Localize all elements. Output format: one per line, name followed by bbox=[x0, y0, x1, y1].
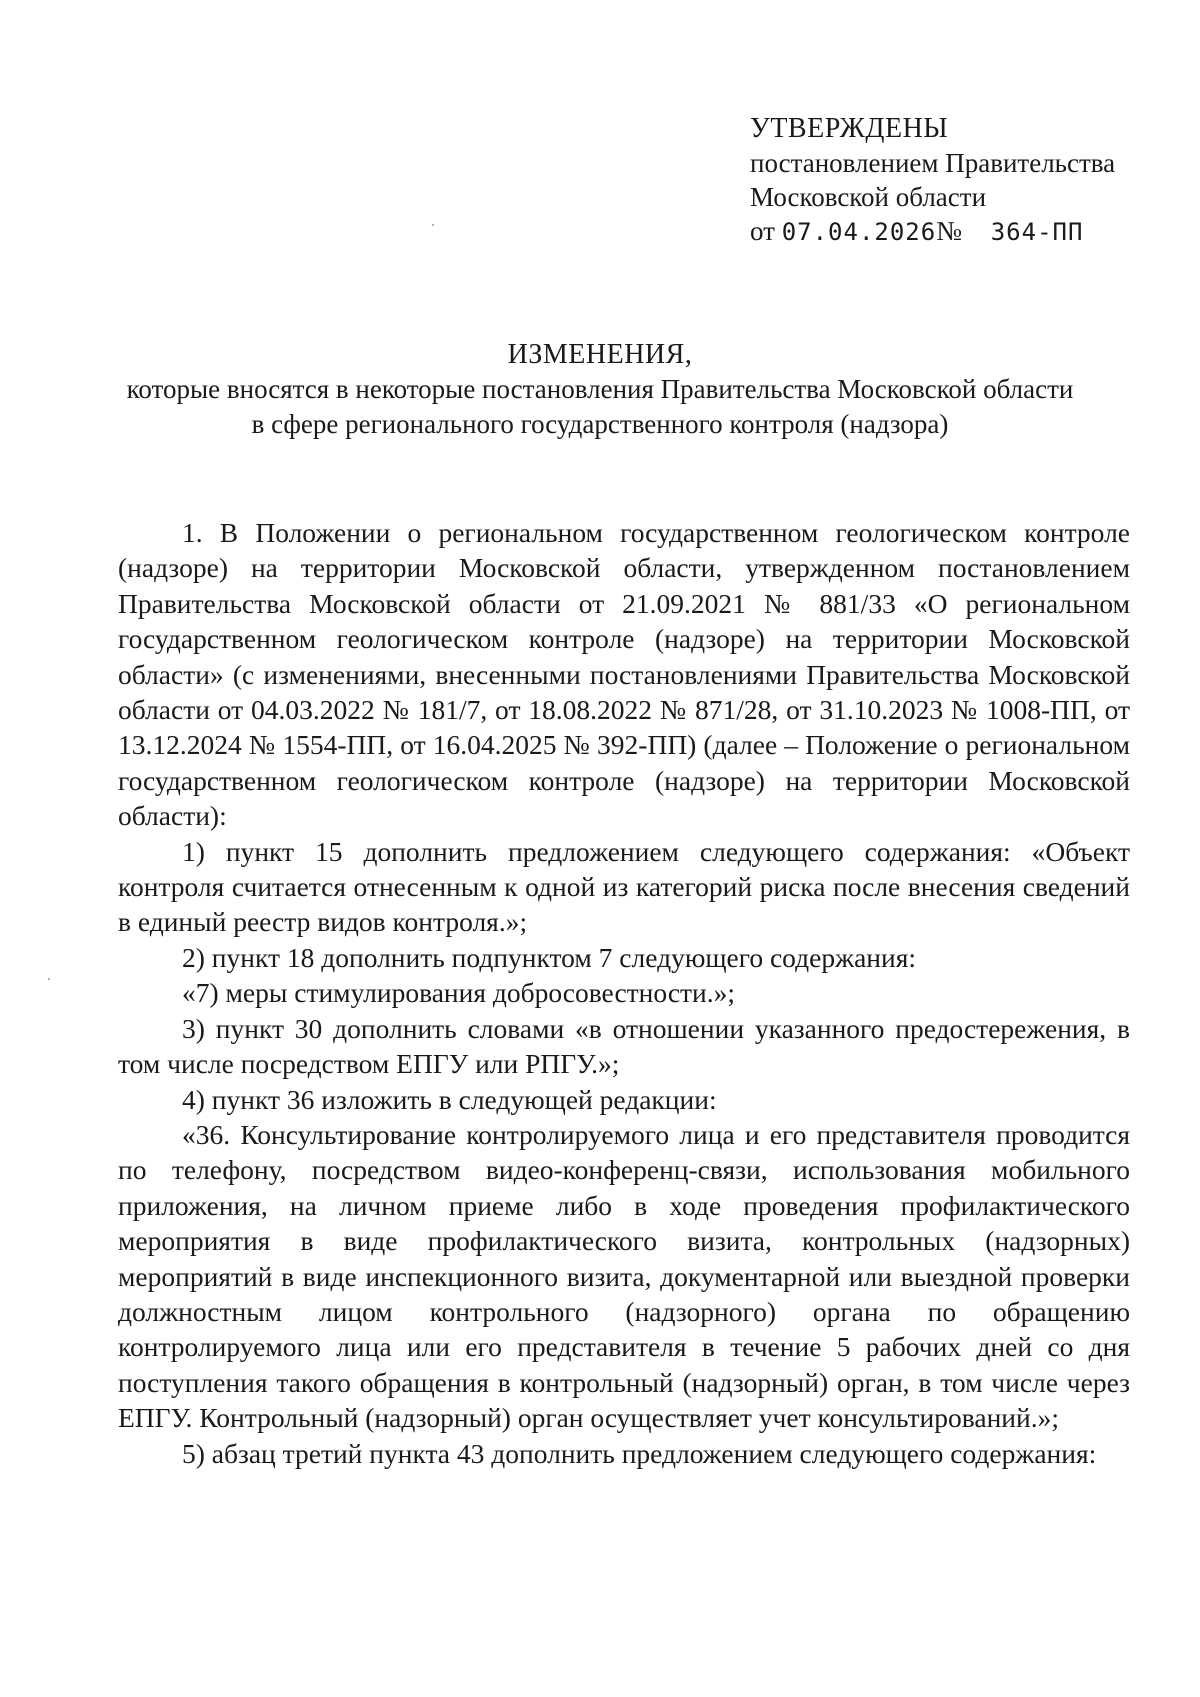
scan-speck bbox=[48, 978, 50, 980]
approval-line: Московской области bbox=[750, 182, 987, 212]
paragraph: 3) пункт 30 дополнить словами «в отношении указанного предостережения, в том числе посредством ЕПГУ или РПГУ.»; bbox=[118, 1012, 1130, 1080]
document-title bbox=[60, 337, 1140, 442]
approval-number: 364-ПП bbox=[990, 218, 1084, 246]
approval-line: постановлением Правительства bbox=[750, 148, 1116, 178]
scan-speck bbox=[432, 224, 434, 226]
paragraph: «7) меры стимулирования добросовестности.»; bbox=[182, 977, 736, 1009]
paragraph: 1) пункт 15 дополнить предложением следующего содержания: «Объект контроля считается отнесенным к одной из категорий риска после внесения сведений в единый реестр видов контроля.»; bbox=[118, 835, 1130, 938]
paragraph: 5) абзац третий пункта 43 дополнить предложением следующего содержания: bbox=[182, 1437, 1097, 1469]
date-prefix: от bbox=[750, 216, 775, 246]
paragraph: 1. В Положении о региональном государственном геологическом контроле (надзоре) на территории Московской области, утвержденном постановлением Правительства Московской области от 21.09.2021 № 881/33 «О региональном государственном геологическом контроле (надзоре) на территории Московской области» (с изменениями, внесенными постановлениями Правительства Московской области от 04.03.2022 № 181/7, от 18.08.2022 № 871/28, от 31.10.2023 № 1008-ПП, от 13.12.2024 № 1554-ПП, от 16.04.2025 № 392-ПП) (далее – Положение о региональном государственном геологическом контроле (надзоре) на территории Московской области): bbox=[118, 517, 1130, 832]
approval-date: 07.04.2026 bbox=[781, 218, 937, 246]
approval-block bbox=[750, 112, 1115, 249]
approval-heading: УТВЕРЖДЕНЫ bbox=[750, 113, 949, 144]
number-sign: № bbox=[936, 216, 962, 246]
document-body bbox=[118, 515, 1130, 1471]
approval-date-line bbox=[750, 214, 1115, 249]
paragraph: «36. Консультирование контролируемого лица и его представителя проводится по телефону, посредством видео-конференц-связи, использования мобильного приложения, на личном приеме либо в ходе проведения профилактического мероприятия в виде профилактического визита, контрольных (надзорных) мероприятий в виде инспекционного визита, документарной или выездной проверки должностным лицом контрольного (надзорного) органа по обращению контролируемого лица или его представителя в течение 5 рабочих дней со дня поступления такого обращения в контрольный (надзорный) орган, в том числе через ЕПГУ. Контрольный (надзорный) орган осуществляет учет консультирований.»; bbox=[118, 1118, 1130, 1434]
paragraph: 2) пункт 18 дополнить подпунктом 7 следующего содержания: bbox=[182, 941, 917, 973]
title-subline: в сфере регионального государственного контроля (надзора) bbox=[251, 409, 949, 439]
page-title: ИЗМЕНЕНИЯ, bbox=[507, 339, 693, 370]
paragraph: 4) пункт 36 изложить в следующей редакции: bbox=[182, 1083, 717, 1115]
title-subline: которые вносятся в некоторые постановления Правительства Московской области bbox=[126, 374, 1074, 404]
